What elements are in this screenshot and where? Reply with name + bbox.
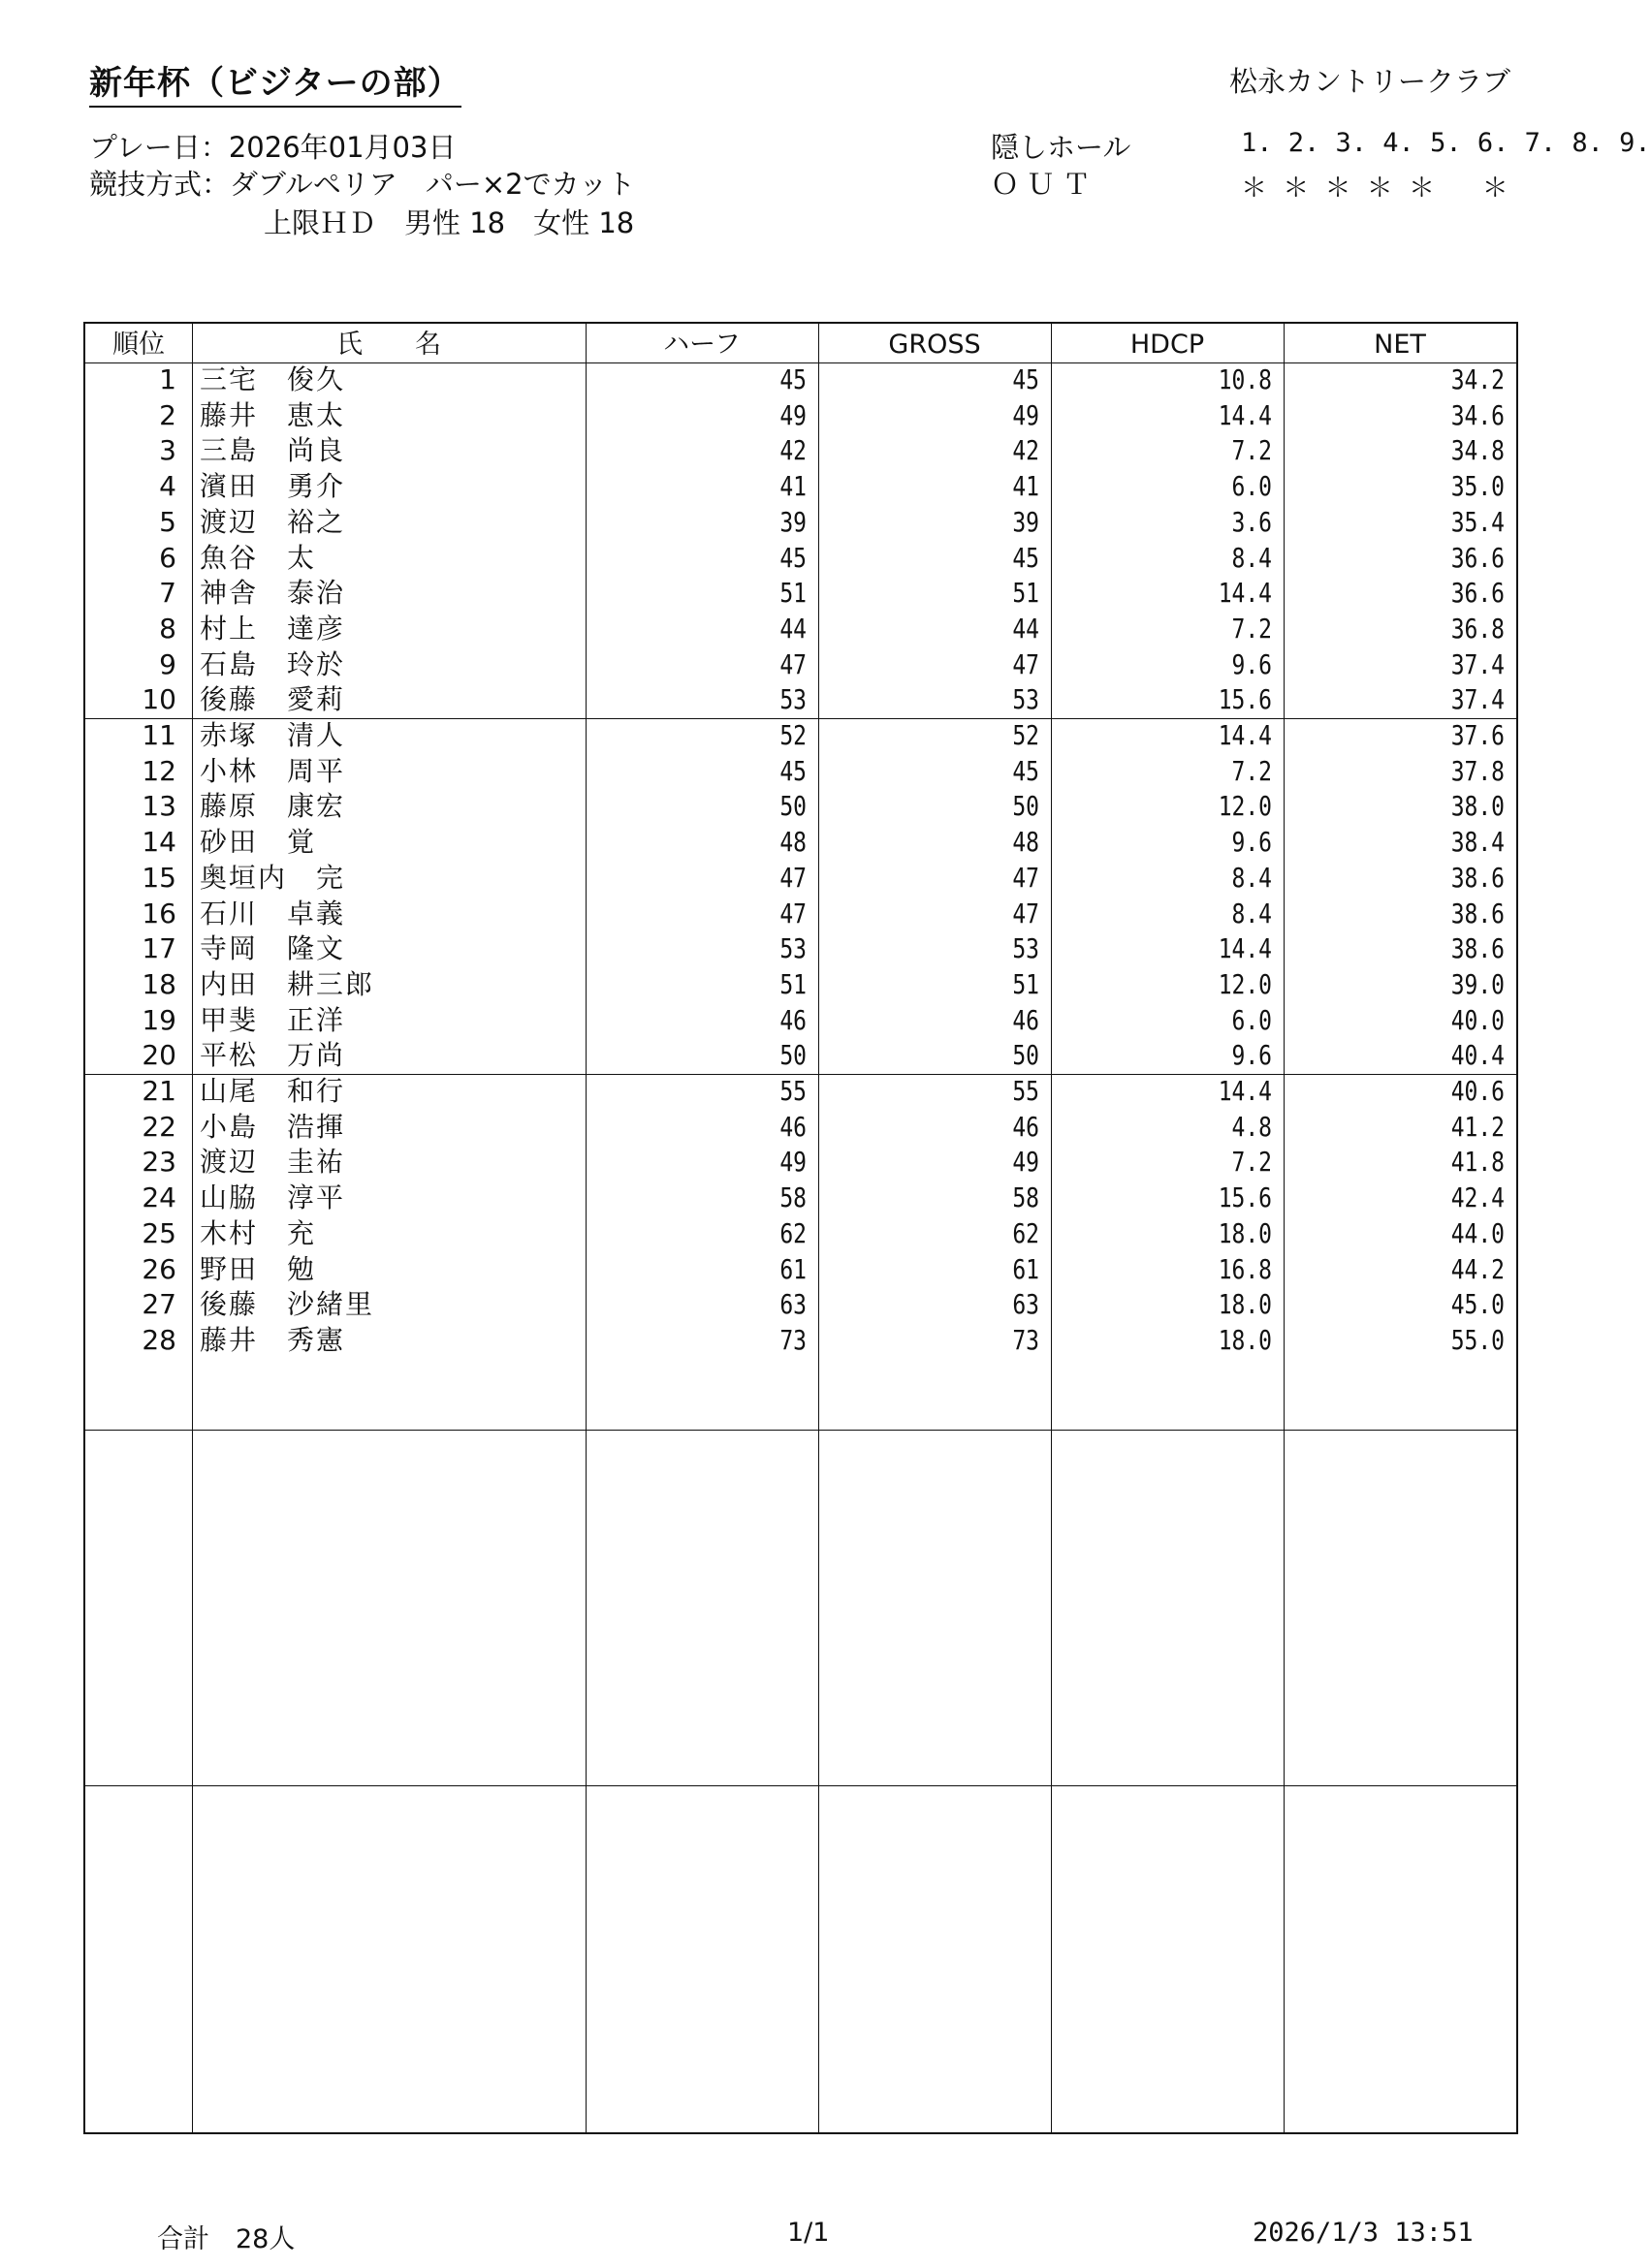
hdcp-cell: 6.0 xyxy=(1231,1003,1272,1036)
name-cell: 藤原 康宏 xyxy=(200,790,346,823)
net-cell: 38.6 xyxy=(1450,932,1505,965)
name-cell: 山脇 淳平 xyxy=(200,1181,346,1214)
table-row xyxy=(85,1323,1516,1359)
hdcp-cell: 14.4 xyxy=(1218,577,1272,610)
hdcp-cell: 9.6 xyxy=(1231,826,1272,859)
name-cell: 後藤 沙緒里 xyxy=(200,1288,375,1321)
rank-cell: 1 xyxy=(159,363,176,395)
rank-cell: 17 xyxy=(142,932,176,965)
net-cell: 34.6 xyxy=(1450,398,1505,431)
net-cell: 37.4 xyxy=(1450,647,1505,680)
name-cell: 渡辺 裕之 xyxy=(200,505,346,538)
rank-cell: 4 xyxy=(159,470,176,503)
name-cell: 平松 万尚 xyxy=(200,1039,346,1072)
net-cell: 38.0 xyxy=(1450,790,1505,823)
net-cell: 38.4 xyxy=(1450,826,1505,859)
gross-cell: 47 xyxy=(1012,647,1039,680)
name-cell: 三島 尚良 xyxy=(200,434,346,467)
rank-cell: 3 xyxy=(159,434,176,467)
net-cell: 40.0 xyxy=(1450,1003,1505,1036)
hdcp-cell: 8.4 xyxy=(1231,541,1272,574)
half-cell: 39 xyxy=(779,505,807,538)
gross-cell: 53 xyxy=(1012,683,1039,716)
hdcp-cell: 12.0 xyxy=(1218,967,1272,1000)
name-cell: 後藤 愛莉 xyxy=(200,683,346,716)
net-cell: 41.8 xyxy=(1450,1146,1505,1179)
hdcp-cell: 18.0 xyxy=(1218,1216,1272,1249)
table-row xyxy=(85,1287,1516,1323)
half-cell: 51 xyxy=(779,967,807,1000)
half-cell: 50 xyxy=(779,1039,807,1072)
page-number: 1/1 xyxy=(787,2218,830,2248)
table-row xyxy=(85,1110,1516,1146)
gross-cell: 49 xyxy=(1012,398,1039,431)
name-cell: 藤井 秀憲 xyxy=(200,1323,346,1356)
table-row xyxy=(85,469,1516,505)
total-count: 合計 28人 xyxy=(157,2224,296,2254)
name-cell: 藤井 恵太 xyxy=(200,398,346,431)
half-cell: 62 xyxy=(779,1216,807,1249)
group-divider xyxy=(85,1785,1516,1786)
gross-cell: 49 xyxy=(1012,1146,1039,1179)
name-cell: 木村 充 xyxy=(200,1216,317,1249)
competition-format: 競技方式：ダブルペリア パー×2でカット xyxy=(89,168,636,201)
net-cell: 42.4 xyxy=(1450,1181,1505,1214)
half-cell: 45 xyxy=(779,363,807,395)
rank-cell: 6 xyxy=(159,541,176,574)
table-row xyxy=(85,682,1516,718)
half-cell: 47 xyxy=(779,861,807,894)
hdcp-cell: 12.0 xyxy=(1218,790,1272,823)
half-cell: 42 xyxy=(779,434,807,467)
rank-cell: 23 xyxy=(142,1146,176,1179)
table-row xyxy=(85,433,1516,469)
table-row xyxy=(85,576,1516,612)
half-cell: 61 xyxy=(779,1252,807,1285)
table-row xyxy=(85,362,1516,398)
hdcp-cell: 18.0 xyxy=(1218,1288,1272,1321)
net-cell: 41.2 xyxy=(1450,1110,1505,1143)
hdcp-cell: 14.4 xyxy=(1218,932,1272,965)
rank-cell: 7 xyxy=(159,577,176,610)
name-cell: 村上 達彦 xyxy=(200,612,346,645)
gross-cell: 62 xyxy=(1012,1216,1039,1249)
hdcp-cell: 16.8 xyxy=(1218,1252,1272,1285)
net-cell: 38.6 xyxy=(1450,897,1505,929)
rank-cell: 25 xyxy=(142,1216,176,1249)
column-header-gross: GROSS xyxy=(888,330,981,360)
table-row xyxy=(85,1003,1516,1039)
rank-cell: 26 xyxy=(142,1252,176,1285)
half-cell: 48 xyxy=(779,826,807,859)
hidden-holes-numbers: 1. 2. 3. 4. 5. 6. 7. 8. 9. xyxy=(1241,128,1651,158)
table-row xyxy=(85,398,1516,434)
table-row xyxy=(85,789,1516,825)
club-name: 松永カントリークラブ xyxy=(1228,65,1510,98)
print-timestamp: 2026/1/3 13:51 xyxy=(1253,2218,1474,2248)
rank-cell: 18 xyxy=(142,967,176,1000)
hdcp-cell: 14.4 xyxy=(1218,719,1272,751)
rank-cell: 21 xyxy=(142,1075,176,1107)
gross-cell: 47 xyxy=(1012,861,1039,894)
net-cell: 34.2 xyxy=(1450,363,1505,395)
half-cell: 51 xyxy=(779,577,807,610)
net-cell: 35.0 xyxy=(1450,470,1505,503)
half-cell: 50 xyxy=(779,790,807,823)
column-header-name: 氏 名 xyxy=(336,330,441,360)
rank-cell: 12 xyxy=(142,754,176,787)
rank-cell: 15 xyxy=(142,861,176,894)
group-divider xyxy=(85,1430,1516,1431)
hdcp-cell: 15.6 xyxy=(1218,1181,1272,1214)
table-row xyxy=(85,1252,1516,1288)
half-cell: 55 xyxy=(779,1075,807,1107)
rank-cell: 28 xyxy=(142,1323,176,1356)
gross-cell: 45 xyxy=(1012,754,1039,787)
table-row xyxy=(85,1216,1516,1252)
hdcp-cell: 7.2 xyxy=(1231,612,1272,645)
half-cell: 49 xyxy=(779,398,807,431)
name-cell: 神舎 泰治 xyxy=(200,577,346,610)
hdcp-cell: 4.8 xyxy=(1231,1110,1272,1143)
name-cell: 砂田 覚 xyxy=(200,826,317,859)
hdcp-cell: 7.2 xyxy=(1231,754,1272,787)
hdcp-cell: 14.4 xyxy=(1218,1075,1272,1107)
half-cell: 46 xyxy=(779,1003,807,1036)
gross-cell: 53 xyxy=(1012,932,1039,965)
table-row xyxy=(85,541,1516,577)
gross-cell: 39 xyxy=(1012,505,1039,538)
gross-cell: 41 xyxy=(1012,470,1039,503)
name-cell: 三宅 俊久 xyxy=(200,363,346,395)
net-cell: 40.4 xyxy=(1450,1039,1505,1072)
name-cell: 小林 周平 xyxy=(200,754,346,787)
name-cell: 濱田 勇介 xyxy=(200,470,346,503)
table-row xyxy=(85,612,1516,647)
gross-cell: 42 xyxy=(1012,434,1039,467)
gross-cell: 50 xyxy=(1012,1039,1039,1072)
handicap-limit: 上限ＨＤ 男性 18 女性 18 xyxy=(264,206,635,239)
table-row xyxy=(85,861,1516,897)
net-cell: 36.8 xyxy=(1450,612,1505,645)
net-cell: 44.0 xyxy=(1450,1216,1505,1249)
table-row xyxy=(85,754,1516,790)
gross-cell: 55 xyxy=(1012,1075,1039,1107)
name-cell: 甲斐 正洋 xyxy=(200,1003,346,1036)
name-cell: 石川 卓義 xyxy=(200,897,346,929)
gross-cell: 47 xyxy=(1012,897,1039,929)
rank-cell: 13 xyxy=(142,790,176,823)
table-row xyxy=(85,897,1516,932)
rank-cell: 19 xyxy=(142,1003,176,1036)
net-cell: 55.0 xyxy=(1450,1323,1505,1356)
net-cell: 37.8 xyxy=(1450,754,1505,787)
out-label: ＯＵＴ xyxy=(991,168,1099,201)
table-row xyxy=(85,505,1516,541)
hdcp-cell: 3.6 xyxy=(1231,505,1272,538)
table-row xyxy=(85,1074,1516,1110)
table-row xyxy=(85,718,1516,754)
half-cell: 47 xyxy=(779,647,807,680)
name-cell: 小島 浩揮 xyxy=(200,1110,346,1143)
net-cell: 35.4 xyxy=(1450,505,1505,538)
gross-cell: 51 xyxy=(1012,577,1039,610)
rank-cell: 27 xyxy=(142,1288,176,1321)
rank-cell: 24 xyxy=(142,1181,176,1214)
name-cell: 寺岡 隆文 xyxy=(200,932,346,965)
gross-cell: 48 xyxy=(1012,826,1039,859)
hdcp-cell: 7.2 xyxy=(1231,434,1272,467)
half-cell: 41 xyxy=(779,470,807,503)
table-row xyxy=(85,825,1516,861)
half-cell: 53 xyxy=(779,932,807,965)
name-cell: 野田 勉 xyxy=(200,1252,317,1285)
net-cell: 37.6 xyxy=(1450,719,1505,751)
net-cell: 38.6 xyxy=(1450,861,1505,894)
table-row xyxy=(85,967,1516,1003)
half-cell: 49 xyxy=(779,1146,807,1179)
column-header-half: ハーフ xyxy=(663,330,741,360)
rank-cell: 11 xyxy=(142,719,176,751)
rank-cell: 22 xyxy=(142,1110,176,1143)
out-marks: ＊ ＊ ＊ ＊ ＊ ＊ xyxy=(1241,173,1508,204)
rank-cell: 2 xyxy=(159,398,176,431)
rank-cell: 8 xyxy=(159,612,176,645)
gross-cell: 73 xyxy=(1012,1323,1039,1356)
half-cell: 58 xyxy=(779,1181,807,1214)
rank-cell: 16 xyxy=(142,897,176,929)
table-row xyxy=(85,931,1516,967)
hdcp-cell: 9.6 xyxy=(1231,1039,1272,1072)
gross-cell: 50 xyxy=(1012,790,1039,823)
gross-cell: 45 xyxy=(1012,541,1039,574)
gross-cell: 58 xyxy=(1012,1181,1039,1214)
table-row xyxy=(85,1181,1516,1216)
gross-cell: 63 xyxy=(1012,1288,1039,1321)
half-cell: 46 xyxy=(779,1110,807,1143)
name-cell: 渡辺 圭祐 xyxy=(200,1146,346,1179)
name-cell: 赤塚 清人 xyxy=(200,719,346,751)
page-title: 新年杯（ビジターの部） xyxy=(89,56,461,108)
hdcp-cell: 8.4 xyxy=(1231,861,1272,894)
net-cell: 39.0 xyxy=(1450,967,1505,1000)
rank-cell: 20 xyxy=(142,1039,176,1072)
net-cell: 44.2 xyxy=(1450,1252,1505,1285)
hdcp-cell: 14.4 xyxy=(1218,398,1272,431)
gross-cell: 46 xyxy=(1012,1003,1039,1036)
name-cell: 石島 玲於 xyxy=(200,647,346,680)
gross-cell: 45 xyxy=(1012,363,1039,395)
table-row xyxy=(85,1038,1516,1074)
half-cell: 63 xyxy=(779,1288,807,1321)
hdcp-cell: 8.4 xyxy=(1231,897,1272,929)
table-row xyxy=(85,647,1516,683)
net-cell: 40.6 xyxy=(1450,1075,1505,1107)
half-cell: 45 xyxy=(779,541,807,574)
half-cell: 73 xyxy=(779,1323,807,1356)
hdcp-cell: 10.8 xyxy=(1218,363,1272,395)
column-header-rank: 順位 xyxy=(112,330,165,360)
column-header-hdcp: HDCP xyxy=(1129,330,1205,360)
gross-cell: 51 xyxy=(1012,967,1039,1000)
hdcp-cell: 15.6 xyxy=(1218,683,1272,716)
rank-cell: 14 xyxy=(142,826,176,859)
gross-cell: 46 xyxy=(1012,1110,1039,1143)
results-table xyxy=(83,322,1518,2134)
net-cell: 36.6 xyxy=(1450,541,1505,574)
half-cell: 47 xyxy=(779,897,807,929)
net-cell: 37.4 xyxy=(1450,683,1505,716)
half-cell: 44 xyxy=(779,612,807,645)
name-cell: 魚谷 太 xyxy=(200,541,317,574)
name-cell: 内田 耕三郎 xyxy=(200,967,375,1000)
table-row xyxy=(85,1145,1516,1181)
name-cell: 奥垣内 完 xyxy=(200,861,346,894)
name-cell: 山尾 和行 xyxy=(200,1075,346,1107)
play-date: プレー日：2026年01月03日 xyxy=(89,131,457,164)
rank-cell: 10 xyxy=(142,683,176,716)
hidden-holes-label: 隠しホール xyxy=(991,131,1131,164)
net-cell: 45.0 xyxy=(1450,1288,1505,1321)
hdcp-cell: 7.2 xyxy=(1231,1146,1272,1179)
hdcp-cell: 9.6 xyxy=(1231,647,1272,680)
half-cell: 45 xyxy=(779,754,807,787)
net-cell: 36.6 xyxy=(1450,577,1505,610)
rank-cell: 9 xyxy=(159,647,176,680)
gross-cell: 61 xyxy=(1012,1252,1039,1285)
half-cell: 52 xyxy=(779,719,807,751)
hdcp-cell: 6.0 xyxy=(1231,470,1272,503)
gross-cell: 44 xyxy=(1012,612,1039,645)
half-cell: 53 xyxy=(779,683,807,716)
hdcp-cell: 18.0 xyxy=(1218,1323,1272,1356)
gross-cell: 52 xyxy=(1012,719,1039,751)
column-header-net: NET xyxy=(1374,330,1426,360)
net-cell: 34.8 xyxy=(1450,434,1505,467)
rank-cell: 5 xyxy=(159,505,176,538)
